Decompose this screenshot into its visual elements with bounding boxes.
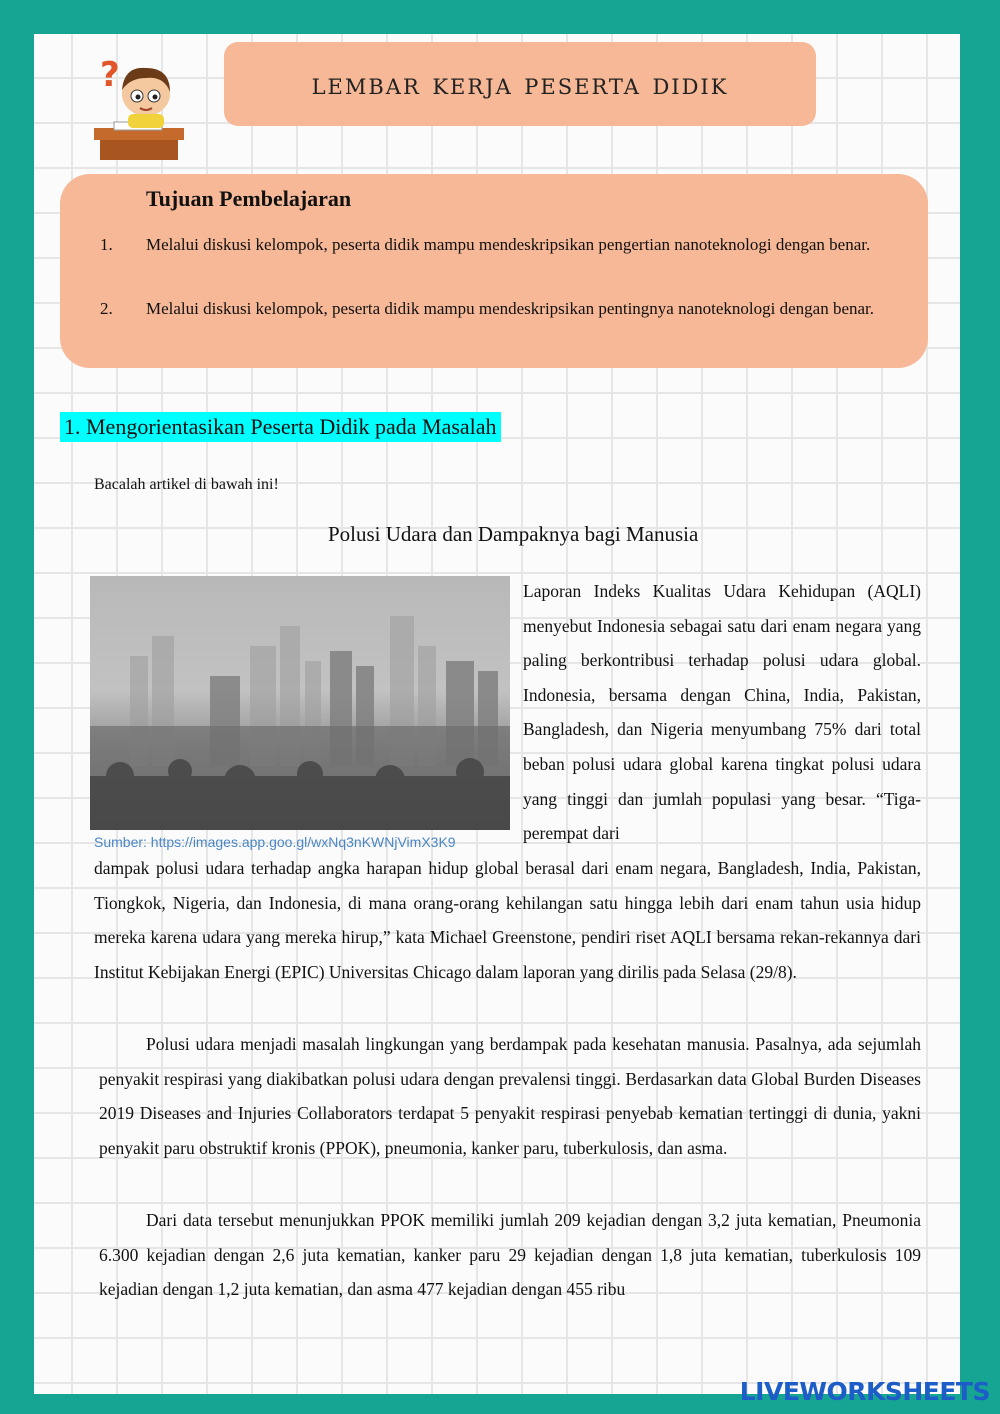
article-paragraph: dampak polusi udara terhadap angka harapan hidup global berasal dari enam negara, Bangladesh, India, Pakistan, Tiongkok, Nigeria, dan Indonesia, di mana orang-orang kehilangan satu hingga lebih dari enam tahun usia hidup mereka karena udara yang mereka hirup,” kata Michael Greenstone, pendiri riset AQLI bersama rekan-rekannya dari Institut Kebijakan Energi (EPIC) Universitas Chicago dalam laporan yang dirilis pada Selasa (29/8). [94,858,921,982]
goal-number: 1. [100,235,113,254]
section-heading: 1. Mengorientasikan Peserta Didik pada Masalah [60,412,501,442]
worksheet-title-box [224,42,816,126]
svg-text:?: ? [100,55,120,95]
brand-name: LIVEWORKSHEETS [739,1377,990,1406]
learning-goals-box [60,174,928,368]
article-paragraph: Dari data tersebut menunjukkan PPOK memiliki jumlah 209 kejadian dengan 3,2 juta kematian, Pneumonia 6.300 kejadian dengan 2,6 juta kematian, kanker paru 29 kejadian dengan 1,8 juta kematian, tuberkulosis 109 kejadian dengan 1,2 juta kematian, dan asma 477 kejadian dengan 455 ribu [99,1210,921,1300]
instruction-text: Bacalah artikel di bawah ini! [94,476,279,493]
worksheet-page [34,34,960,1394]
smog-city-photo [90,576,510,830]
image-caption: Sumber: https://images.app.goo.gl/wxNq3nKWNjVimX3K9 [94,834,456,850]
article-title: Polusi Udara dan Dampaknya bagi Manusia [328,522,699,546]
page-title: lembar kerja peserta didik [311,66,729,102]
article-paragraph: Polusi udara menjadi masalah lingkungan yang berdampak pada kesehatan manusia. Pasalnya, ada sejumlah penyakit respirasi yang diakibatkan polusi udara dengan prevalensi tinggi. Berdasarkan data Global Burden Diseases 2019 Diseases and Injuries Collaborators terdapat 5 penyakit respirasi penyebab kematian tertinggi di dunia, yakni penyakit paru obstruktif kronis (PPOK), pneumonia, kanker paru, tuberkulosis, dan asma. [99,1034,921,1158]
goal-number: 2. [100,299,113,318]
goals-heading: Tujuan Pembelajaran [146,186,352,211]
article-paragraph: Laporan Indeks Kualitas Udara Kehidupan (AQLI) menyebut Indonesia sebagai satu dari enam negara yang paling berkontribusi terhadap polusi udara global. Indonesia, bersama dengan China, India, Pakistan, Bangladesh, dan Nigeria menyumbang 75% dari total beban polusi udara global karena tingkat polusi udara yang tinggi dan jumlah populasi yang besar. “Tiga-perempat dari [523,581,921,844]
goal-text: Melalui diskusi kelompok, peserta didik mampu mendeskripsikan pentingnya nanoteknologi dengan benar. [146,299,875,318]
thinking-child-icon [84,46,194,161]
goal-text: Melalui diskusi kelompok, peserta didik mampu mendeskripsikan pengertian nanoteknologi dengan benar. [146,235,871,254]
liveworksheets-logo-icon [740,1377,990,1406]
